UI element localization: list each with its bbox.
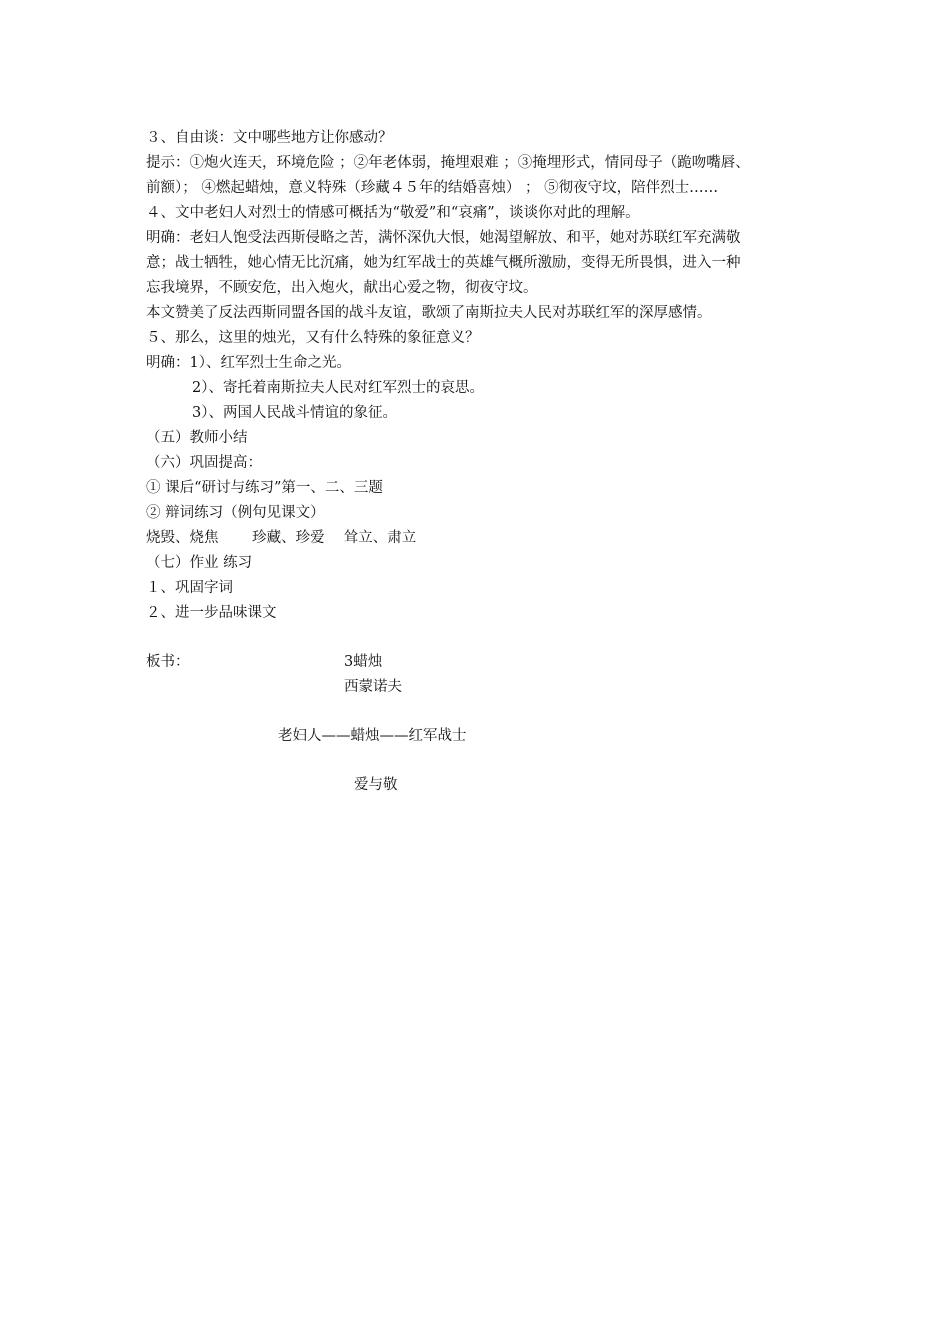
board-label: 板书： (146, 654, 190, 670)
answer-4-line-2: 意；战士牺牲，她心情无比沉痛，她为红军战士的英雄气概所激励，变得无所畏惧，进入一种 (146, 255, 741, 271)
answer-4-line-1: 明确：老妇人饱受法西斯侵略之苦，满怀深仇大恨，她渴望解放、和平，她对苏联红军充满敬 (146, 230, 741, 246)
hint-line-1: 提示：①炮火连天，环境危险 ；②年老体弱，掩埋艰难 ；③掩埋形式，情同母子（跪吻嘴唇、 (146, 155, 750, 171)
board-love-respect: 爱与敬 (354, 777, 398, 793)
exercise-2: ② 辩词练习（例句见课文） (146, 505, 325, 521)
board-title: 3蜡烛 (344, 654, 383, 670)
exercise-1: ① 课后“研讨与练习”第一、二、三题 (146, 480, 383, 496)
question-4: ４、文中老妇人对烈士的情感可概括为“敬爱”和“哀痛”，谈谈你对此的理解。 (146, 205, 640, 221)
section-7-heading: （七）作业 练习 (146, 555, 253, 571)
question-3: ３、自由谈：文中哪些地方让你感动？ (146, 130, 393, 146)
answer-5-item-2: 2）、寄托着南斯拉夫人民对红军烈士的哀思。 (192, 380, 484, 396)
answer-5-item-1: 明确：1）、红军烈士生命之光。 (146, 355, 351, 371)
hint-line-2: 前额）； ④燃起蜡烛，意义特殊（珍藏４５年的结婚喜烛） ； ⑤彻夜守坟，陪伴烈士…… (146, 180, 719, 196)
section-6-heading: （六）巩固提高： (146, 455, 262, 471)
answer-4-line-3: 忘我境界，不顾安危，出入炮火，献出心爱之物，彻夜守坟。 (146, 280, 538, 296)
question-5: ５、那么，这里的烛光，又有什么特殊的象征意义？ (146, 330, 480, 346)
board-author: 西蒙诺夫 (344, 679, 402, 695)
answer-5-item-3: 3）、两国人民战斗情谊的象征。 (192, 405, 397, 421)
section-5-heading: （五）教师小结 (146, 430, 248, 446)
homework-1: １、巩固字词 (146, 580, 233, 596)
homework-2: ２、进一步品味课文 (146, 605, 277, 621)
board-chain: 老妇人——蜡烛——红军战士 (278, 728, 467, 744)
summary-paragraph: 本文赞美了反法西斯同盟各国的战斗友谊，歌颂了南斯拉夫人民对苏联红军的深厚感情。 (146, 305, 712, 321)
word-pairs: 烧毁、烧焦 珍藏、珍爱 耸立、肃立 (146, 530, 417, 546)
